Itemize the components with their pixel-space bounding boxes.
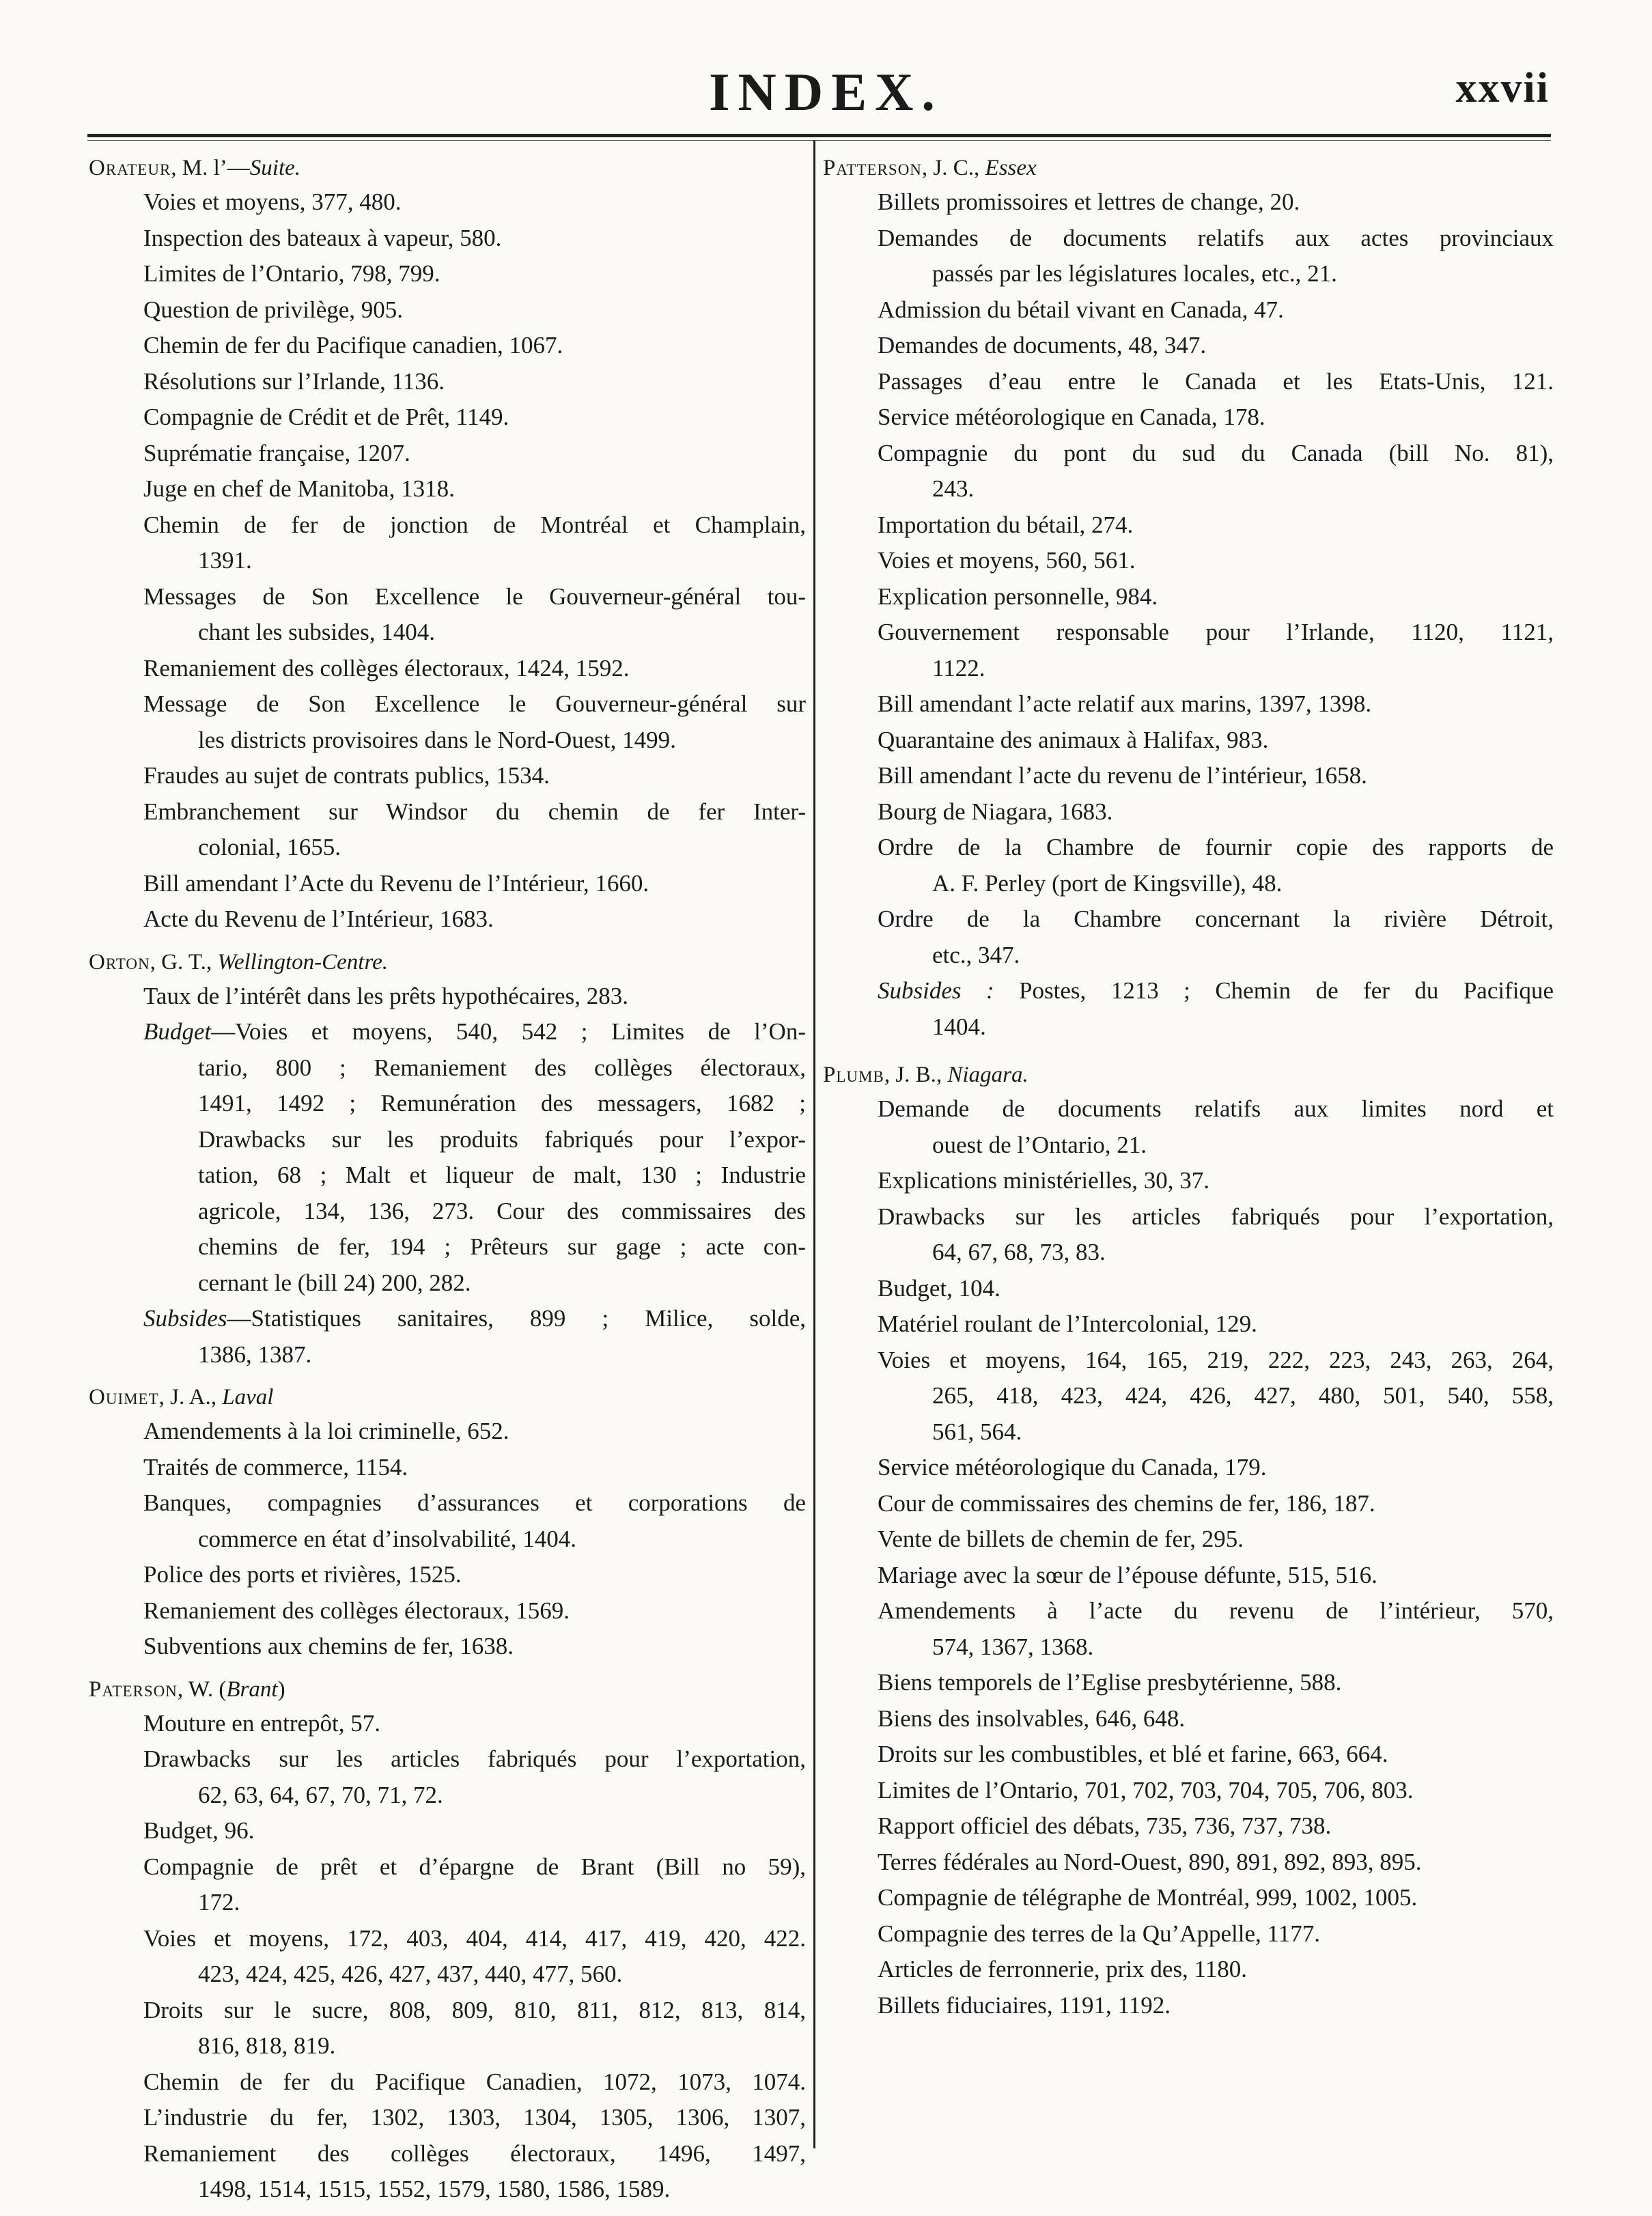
index-subentry: Subventions aux chemins de fer, 1638. bbox=[143, 1633, 514, 1659]
index-subentry: Message de Son Excellence le Gouverneur-général sur bbox=[143, 690, 806, 717]
index-subentry: Résolutions sur l’Irlande, 1136. bbox=[143, 367, 445, 395]
index-subentry-continuation: ouest de l’Ontario, 21. bbox=[932, 1131, 1147, 1158]
entry-constituency: Suite. bbox=[249, 156, 301, 180]
index-subentry: Compagnie de prêt et d’épargne de Brant (Bill no 59), bbox=[143, 1853, 806, 1880]
index-entry bbox=[823, 152, 1554, 1045]
index-subentry: Quarantaine des animaux à Halifax, 983. bbox=[878, 726, 1269, 753]
index-subentry: Gouvernement responsable pour l’Irlande, 1120, 1121, bbox=[878, 619, 1554, 645]
subentry-heading: Budget bbox=[143, 1018, 212, 1045]
index-subentry: Bourg de Niagara, 1683. bbox=[878, 798, 1113, 825]
left-column bbox=[89, 152, 806, 2216]
index-subentry: Articles de ferronnerie, prix des, 1180. bbox=[878, 1956, 1248, 1982]
index-subentry: Biens des insolvables, 646, 648. bbox=[878, 1705, 1186, 1732]
entry-constituency: Laval bbox=[222, 1385, 274, 1409]
index-subentry: Inspection des bateaux à vapeur, 580. bbox=[143, 224, 502, 251]
index-subentry-continuation: 64, 67, 68, 73, 83. bbox=[932, 1239, 1106, 1265]
right-column bbox=[823, 152, 1554, 2032]
index-subentry: Matériel roulant de l’Intercolonial, 129. bbox=[878, 1310, 1257, 1337]
subentry-text: —Voies et moyens, 540, 542 ; Limites de l’On- bbox=[211, 1018, 806, 1045]
entry-heading bbox=[89, 152, 806, 184]
index-subentry: Vente de billets de chemin de fer, 295. bbox=[878, 1526, 1244, 1552]
index-subentry: Rapport officiel des débats, 735, 736, 737, 738. bbox=[878, 1812, 1332, 1839]
index-subentry: Chemin de fer du Pacifique canadien, 1067. bbox=[143, 332, 563, 359]
index-subentry: Fraudes au sujet de contrats publics, 1534. bbox=[143, 762, 550, 789]
index-subentry: Traités de commerce, 1154. bbox=[143, 1453, 408, 1481]
index-subentry-continuation: Drawbacks sur les produits fabriqués pour l’expor- bbox=[198, 1125, 806, 1153]
index-subentry: Explications ministérielles, 30, 37. bbox=[878, 1167, 1210, 1194]
entry-name: Orton bbox=[89, 949, 150, 974]
index-subentry: Drawbacks sur les articles fabriqués pour l’exportation, bbox=[878, 1203, 1554, 1230]
index-subentry: Limites de l’Ontario, 798, 799. bbox=[143, 260, 440, 287]
entry-heading bbox=[89, 946, 806, 979]
index-entry bbox=[89, 1673, 806, 2208]
index-subentry: Service météorologique du Canada, 179. bbox=[878, 1454, 1267, 1481]
subentry-text: —Statistiques sanitaires, 899 ; Milice, solde, bbox=[227, 1305, 806, 1332]
index-subentry bbox=[823, 973, 1554, 1009]
index-subentry-continuation: colonial, 1655. bbox=[198, 834, 341, 860]
index-subentry bbox=[89, 1014, 806, 1050]
index-subentry-continuation: 1386, 1387. bbox=[198, 1341, 312, 1368]
entry-name: Orateur bbox=[89, 156, 171, 180]
index-subentry: Terres fédérales au Nord-Ouest, 890, 891, 892, 893, 895. bbox=[878, 1848, 1422, 1875]
index-subentry-continuation: cernant le (bill 24) 200, 282. bbox=[198, 1269, 471, 1296]
index-subentry: Remaniement des collèges électoraux, 1424, 1592. bbox=[143, 654, 630, 682]
index-subentry: Remaniement des collèges électoraux, 1496, 1497, bbox=[143, 2140, 806, 2167]
index-subentry-continuation: 1498, 1514, 1515, 1552, 1579, 1580, 1586, 1589. bbox=[198, 2176, 671, 2202]
page-header bbox=[0, 61, 1652, 123]
index-subentry-continuation: 816, 818, 819. bbox=[198, 2032, 336, 2059]
index-subentry: Messages de Son Excellence le Gouverneur-général tou- bbox=[143, 583, 806, 610]
subentry-text: Postes, 1213 ; Chemin de fer du Pacifique bbox=[994, 977, 1554, 1004]
index-subentry: Voies et moyens, 560, 561. bbox=[878, 547, 1136, 574]
index-subentry-continuation: tario, 800 ; Remaniement des collèges électoraux, bbox=[198, 1054, 806, 1081]
index-subentry: Billets promissoires et lettres de change, 20. bbox=[878, 188, 1300, 215]
page-number: xxvii bbox=[1455, 65, 1550, 111]
index-subentry: Suprématie française, 1207. bbox=[143, 439, 410, 466]
index-subentry: Ordre de la Chambre de fournir copie des rapports de bbox=[878, 834, 1554, 860]
entry-name-suffix: , G. T., bbox=[150, 949, 218, 974]
index-subentry: Biens temporels de l’Eglise presbytérienne, 588. bbox=[878, 1669, 1342, 1696]
index-subentry: Voies et moyens, 172, 403, 404, 414, 417, 419, 420, 422. bbox=[143, 1924, 806, 1952]
index-subentry: Remaniement des collèges électoraux, 1569. bbox=[143, 1597, 570, 1624]
index-subentry: Juge en chef de Manitoba, 1318. bbox=[143, 475, 455, 502]
index-subentry-continuation: 1122. bbox=[932, 654, 985, 682]
index-subentry: Bill amendant l’acte du revenu de l’intérieur, 1658. bbox=[878, 762, 1367, 789]
index-subentry: Taux de l’intérêt dans les prêts hypothécaires, 283. bbox=[143, 982, 628, 1009]
entry-heading bbox=[823, 152, 1554, 184]
index-subentry-continuation: 1391. bbox=[198, 547, 252, 574]
index-subentry-continuation: 172. bbox=[198, 1889, 240, 1916]
index-subentry-continuation: les districts provisoires dans le Nord-Ouest, 1499. bbox=[198, 726, 676, 753]
index-subentry-continuation: tation, 68 ; Malt et liqueur de malt, 130 ; Industrie bbox=[198, 1162, 806, 1188]
entry-name-suffix: , J. A., bbox=[158, 1385, 223, 1409]
entry-name-suffix: , M. l’— bbox=[171, 156, 250, 180]
entry-name-suffix: , J. C., bbox=[921, 156, 985, 180]
index-subentry: Importation du bétail, 274. bbox=[878, 511, 1134, 538]
entry-name-suffix: , J. B., bbox=[884, 1063, 948, 1087]
index-subentry-continuation: agricole, 134, 136, 273. Cour des commissaires des bbox=[198, 1197, 806, 1224]
index-entry bbox=[89, 946, 806, 1373]
index-subentry: Billets fiduciaires, 1191, 1192. bbox=[878, 1991, 1171, 2019]
index-subentry: Mariage avec la sœur de l’épouse défunte, 515, 516. bbox=[878, 1561, 1377, 1588]
index-subentry: Police des ports et rivières, 1525. bbox=[143, 1561, 462, 1588]
index-subentry-continuation: etc., 347. bbox=[932, 941, 1020, 968]
index-subentry: Passages d’eau entre le Canada et les Etats-Unis, 121. bbox=[878, 367, 1554, 395]
index-subentry: Voies et moyens, 164, 165, 219, 222, 223, 243, 263, 264, bbox=[878, 1346, 1554, 1373]
entry-heading bbox=[823, 1058, 1554, 1091]
entry-constituency: Brant bbox=[226, 1677, 278, 1702]
index-subentry: Bill amendant l’acte relatif aux marins, 1397, 1398. bbox=[878, 690, 1372, 717]
index-subentry-continuation: 423, 424, 425, 426, 427, 437, 440, 477, 560. bbox=[198, 1961, 623, 1987]
index-subentry-continuation: 243. bbox=[932, 475, 975, 502]
index-subentry: Amendements à la loi criminelle, 652. bbox=[143, 1418, 509, 1444]
index-subentry: Droits sur les combustibles, et blé et farine, 663, 664. bbox=[878, 1741, 1388, 1767]
entry-name-suffix: , W. ( bbox=[177, 1677, 227, 1702]
index-subentry: Budget, 96. bbox=[143, 1817, 255, 1844]
index-subentry: Ordre de la Chambre concernant la rivière Détroit, bbox=[878, 906, 1554, 932]
index-subentry-continuation: 62, 63, 64, 67, 70, 71, 72. bbox=[198, 1781, 443, 1808]
index-subentry-continuation: chant les subsides, 1404. bbox=[198, 619, 436, 645]
index-subentry: Acte du Revenu de l’Intérieur, 1683. bbox=[143, 906, 494, 932]
entry-name: Plumb bbox=[823, 1063, 884, 1087]
entry-constituency: Wellington-Centre. bbox=[217, 949, 388, 974]
entry-heading bbox=[89, 1673, 806, 1706]
entry-constituency: Essex bbox=[985, 156, 1037, 180]
index-subentry: Explication personnelle, 984. bbox=[878, 583, 1158, 610]
index-subentry-continuation: passés par les législatures locales, etc., 21. bbox=[932, 260, 1337, 287]
header-rule bbox=[87, 134, 1551, 141]
index-subentry-continuation: chemins de fer, 194 ; Prêteurs sur gage ; acte con- bbox=[198, 1233, 806, 1260]
index-subentry: Service météorologique en Canada, 178. bbox=[878, 404, 1265, 430]
page-title: INDEX. bbox=[709, 62, 943, 122]
index-subentry: Budget, 104. bbox=[878, 1274, 1000, 1302]
index-entry bbox=[89, 1381, 806, 1665]
index-subentry-continuation: 1404. bbox=[932, 1013, 986, 1040]
subentry-heading: Subsides : bbox=[878, 977, 994, 1004]
index-subentry: Mouture en entrepôt, 57. bbox=[143, 1709, 380, 1737]
index-subentry-continuation: 1491, 1492 ; Remunération des messagers, 1682 ; bbox=[198, 1090, 806, 1117]
entry-constituency: Niagara. bbox=[947, 1063, 1028, 1087]
entry-heading bbox=[89, 1381, 806, 1414]
index-subentry: Compagnie des terres de la Qu’Appelle, 1177. bbox=[878, 1920, 1320, 1947]
index-subentry: Bill amendant l’Acte du Revenu de l’Intérieur, 1660. bbox=[143, 869, 649, 897]
entry-close: ) bbox=[277, 1677, 285, 1702]
index-subentry: Voies et moyens, 377, 480. bbox=[143, 188, 402, 215]
index-subentry: Amendements à l’acte du revenu de l’intérieur, 570, bbox=[878, 1597, 1554, 1624]
index-entry bbox=[823, 1058, 1554, 2023]
index-subentry-continuation: 561, 564. bbox=[932, 1418, 1022, 1445]
index-subentry-continuation: commerce en état d’insolvabilité, 1404. bbox=[198, 1525, 576, 1552]
index-subentry: L’industrie du fer, 1302, 1303, 1304, 1305, 1306, 1307, bbox=[143, 2104, 806, 2131]
index-subentry: Banques, compagnies d’assurances et corporations de bbox=[143, 1489, 806, 1516]
index-subentry: Demandes de documents, 48, 347. bbox=[878, 332, 1207, 359]
index-subentry: Drawbacks sur les articles fabriqués pour l’exportation, bbox=[143, 1745, 806, 1772]
column-divider bbox=[813, 141, 815, 2148]
index-subentry: Compagnie du pont du sud du Canada (bill No. 81), bbox=[878, 439, 1554, 466]
index-subentry-continuation: 574, 1367, 1368. bbox=[932, 1633, 1094, 1660]
index-subentry-continuation: A. F. Perley (port de Kingsville), 48. bbox=[932, 869, 1283, 897]
index-subentry: Demande de documents relatifs aux limites nord et bbox=[878, 1095, 1554, 1122]
index-subentry: Chemin de fer du Pacifique Canadien, 1072, 1073, 1074. bbox=[143, 2068, 806, 2095]
index-subentry: Cour de commissaires des chemins de fer, 186, 187. bbox=[878, 1489, 1375, 1517]
entry-name: Patterson bbox=[823, 156, 922, 180]
subentry-heading: Subsides bbox=[143, 1305, 227, 1332]
index-subentry: Question de privilège, 905. bbox=[143, 296, 404, 323]
entry-name: Ouimet bbox=[89, 1385, 159, 1409]
index-subentry: Admission du bétail vivant en Canada, 47. bbox=[878, 296, 1284, 323]
index-subentry-continuation: 265, 418, 423, 424, 426, 427, 480, 501, 540, 558, bbox=[932, 1382, 1554, 1409]
index-subentry: Demandes de documents relatifs aux actes provinciaux bbox=[878, 224, 1554, 251]
index-subentry: Limites de l’Ontario, 701, 702, 703, 704, 705, 706, 803. bbox=[878, 1776, 1414, 1804]
index-subentry: Compagnie de télégraphe de Montréal, 999, 1002, 1005. bbox=[878, 1884, 1418, 1911]
index-subentry: Embranchement sur Windsor du chemin de fer Inter- bbox=[143, 798, 806, 825]
index-subentry: Chemin de fer de jonction de Montréal et Champlain, bbox=[143, 511, 806, 538]
index-subentry bbox=[89, 1301, 806, 1337]
index-entry bbox=[89, 152, 806, 938]
entry-name: Paterson bbox=[89, 1677, 178, 1702]
index-subentry: Compagnie de Crédit et de Prêt, 1149. bbox=[143, 404, 509, 430]
index-subentry: Droits sur le sucre, 808, 809, 810, 811, 812, 813, 814, bbox=[143, 1996, 806, 2023]
